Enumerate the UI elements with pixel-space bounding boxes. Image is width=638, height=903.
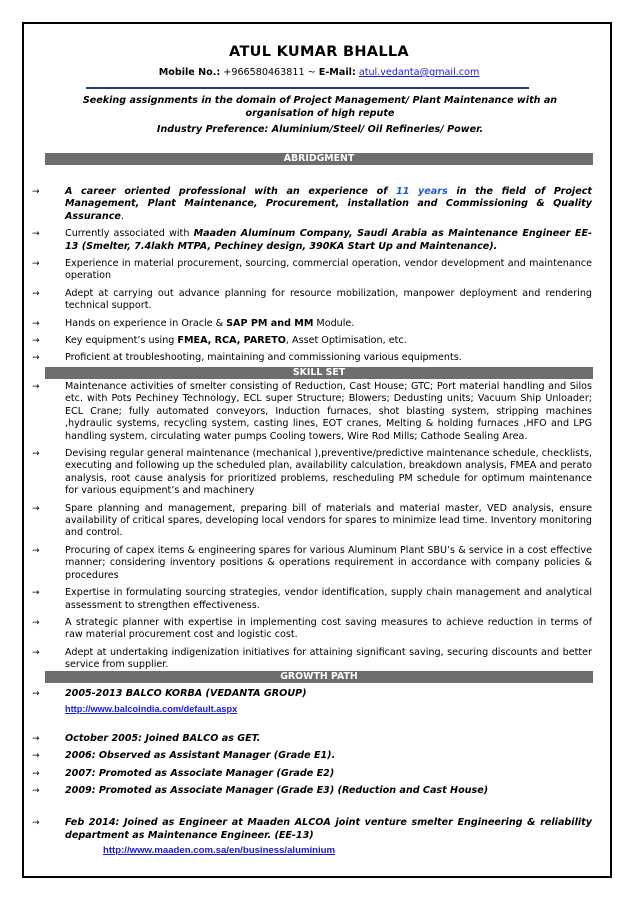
growth-employer: 2005-2013 BALCO KORBA (VEDANTA GROUP) [65, 688, 307, 699]
skill-text: Procuring of capex items & engineering spares for various Aluminum Plant SBU’s & service in a cost effective manner; considering inventory positions & operations requirement in accordance with company policies & procedures [65, 544, 592, 581]
skill-text: Devising regular general maintenance (mechanical ),preventive/predictive maintenance schedule, checklists, executing and following up the scheduled plan, availability calculation, breakdown analysis, FMEA and perato analysis, root cause analysis for prioritized problems, rescheduling PM schedule for optimum maintenance for various equipment’s and machinery [65, 448, 592, 497]
list-item [30, 647, 592, 672]
arrow-bullet-icon: → [32, 751, 40, 762]
list-item [30, 785, 592, 797]
arrow-bullet-icon: → [32, 786, 40, 797]
abridgment-text: Hands on experience in Oracle & [65, 317, 227, 329]
objective [50, 94, 590, 136]
maaden-website-link[interactable]: http://www.maaden.com.sa/en/business/aluminium [103, 845, 336, 857]
list-item [30, 617, 592, 642]
candidate-name: ATUL KUMAR BHALLA [229, 44, 409, 60]
abridgment-text: Proficient at troubleshooting, maintaining and commissioning various equipments. [65, 352, 462, 364]
list-item [30, 817, 592, 857]
arrow-bullet-icon: → [32, 647, 40, 658]
list-item [30, 448, 592, 498]
arrow-bullet-icon: → [32, 689, 40, 699]
section-growth-path: GROWTH PATH [45, 671, 593, 683]
arrow-bullet-icon: → [32, 617, 40, 628]
arrow-bullet-icon: → [32, 288, 40, 299]
experience-years: 11 years [396, 186, 448, 197]
skill-text: Adept at undertaking indigenization initiatives for attaining significant saving, securing discounts and better service from supplier. [65, 646, 592, 671]
arrow-bullet-icon: → [32, 545, 40, 556]
abridgment-text: A career oriented professional with an experience of [65, 186, 397, 197]
arrow-bullet-icon: → [32, 382, 40, 392]
abridgment-text: . [120, 210, 124, 222]
list-item [30, 545, 592, 582]
arrow-bullet-icon: → [32, 588, 40, 599]
arrow-bullet-icon: → [32, 229, 40, 240]
header-rule [86, 87, 529, 89]
contact-separator: ~ [307, 67, 316, 78]
section-abridgment: ABRIDGMENT [45, 153, 593, 165]
arrow-bullet-icon: → [32, 768, 40, 779]
abridgment-list [30, 186, 592, 370]
abridgment-text: , Asset Optimisation, etc. [285, 335, 407, 347]
list-item [30, 186, 592, 223]
growth-list [30, 688, 592, 863]
skill-text: Maintenance activities of smelter consisting of Reduction, Cast House; GTC; Port material handling and Silos etc. with Pots Pechiney Technology, ECL super Structure; Blowers; Dedusting units; Vacuum Ship Unloader; ECL Crane; fully automated conveyors, Induction furnaces, shot blasting system, stripping machines ,hydraulic systems, recycling system, casting lines, EOT cranes, Melting & holding furnaces ,HFO and LPG handling system, circulating water pumps Cooling towers, Wire Rod Mills; Cathode Sealing Area. [65, 381, 592, 442]
arrow-bullet-icon: → [32, 733, 40, 744]
list-item [30, 288, 592, 313]
skill-text: Expertise in formulating sourcing strategies, vendor identification, supply chain management and analytical assessment to strengthen effectiveness. [65, 587, 592, 611]
contact-line [44, 67, 594, 80]
skill-text: A strategic planner with expertise in implementing cost saving measures to achieve reduction in terms of raw material procurement cost and logistic cost. [65, 616, 592, 641]
skills-list [30, 381, 592, 677]
list-item [30, 228, 592, 253]
current-employer: Maaden Aluminum Company, Saudi Arabia as Maintenance Engineer EE-13 (Smelter, 7.4lakh MTPA, Pechiney design, 390KA Start Up and Maintenance). [65, 228, 592, 252]
email-link[interactable]: atul.vedanta@gmail.com [358, 67, 480, 78]
list-item [30, 503, 592, 540]
arrow-bullet-icon: → [32, 818, 40, 829]
list-item [30, 318, 592, 330]
resume-header [44, 44, 594, 80]
list-item [30, 258, 592, 283]
abridgment-text: Adept at carrying out advance planning for resource mobilization, manpower deployment and rendering technical support. [65, 287, 592, 312]
skill-text: Spare planning and management, preparing bill of materials and material master, VED analysis, ensure availability of critical spares, developing local vendors for spares to minimize lead time. Inventory monitoring and control. [65, 502, 592, 539]
list-item [30, 750, 592, 762]
section-skill-set: SKILL SET [45, 367, 593, 379]
list-item [30, 381, 592, 443]
list-item [30, 733, 592, 745]
arrow-bullet-icon: → [32, 503, 40, 514]
abridgment-text: Experience in material procurement, sourcing, commercial operation, vendor development and maintenance operation [65, 258, 592, 282]
abridgment-text: Currently associated with [65, 228, 194, 240]
email-label: E-Mail: [318, 67, 356, 78]
arrow-bullet-icon: → [32, 187, 40, 197]
arrow-bullet-icon: → [32, 353, 40, 364]
objective-statement: Seeking assignments in the domain of Project Management/ Plant Maintenance with an organisation of high repute [82, 95, 558, 119]
arrow-bullet-icon: → [32, 449, 40, 460]
growth-milestone: 2007: Promoted as Associate Manager (Grade E2) [65, 767, 335, 779]
list-item [30, 352, 592, 364]
arrow-bullet-icon: → [32, 336, 40, 347]
balco-website-link[interactable]: http://www.balcoindia.com/default.aspx [65, 704, 238, 715]
growth-milestone: 2009: Promoted as Associate Manager (Grade E3) (Reduction and Cast House) [65, 785, 489, 797]
mobile-number: +966580463811 [223, 67, 305, 78]
growth-milestone: Feb 2014: Joined as Engineer at Maaden ALCOA joint venture smelter Engineering & reliability department as Maintenance Engineer. (EE-13) [65, 817, 592, 841]
arrow-bullet-icon: → [32, 259, 40, 270]
mobile-label: Mobile No.: [158, 67, 221, 78]
list-item [30, 335, 592, 347]
abridgment-text: Key equipment’s using [65, 335, 178, 347]
abridgment-bold: SAP PM and MM [226, 317, 314, 329]
abridgment-bold: FMEA, RCA, PARETO [177, 335, 286, 347]
abridgment-text: Module. [313, 317, 355, 329]
industry-preference: Industry Preference: Aluminium/Steel/ Oil Refineries/ Power. [156, 124, 484, 135]
abridgment-text: in the field of Project Management, Plant Maintenance, Procurement, installation and Commissioning & Quality Assurance [65, 186, 592, 222]
list-item [30, 587, 592, 612]
growth-milestone: 2006: Observed as Assistant Manager (Grade E1). [65, 750, 336, 762]
list-item [30, 688, 592, 717]
arrow-bullet-icon: → [32, 318, 40, 329]
growth-milestone: October 2005: Joined BALCO as GET. [65, 732, 261, 744]
list-item [30, 768, 592, 780]
